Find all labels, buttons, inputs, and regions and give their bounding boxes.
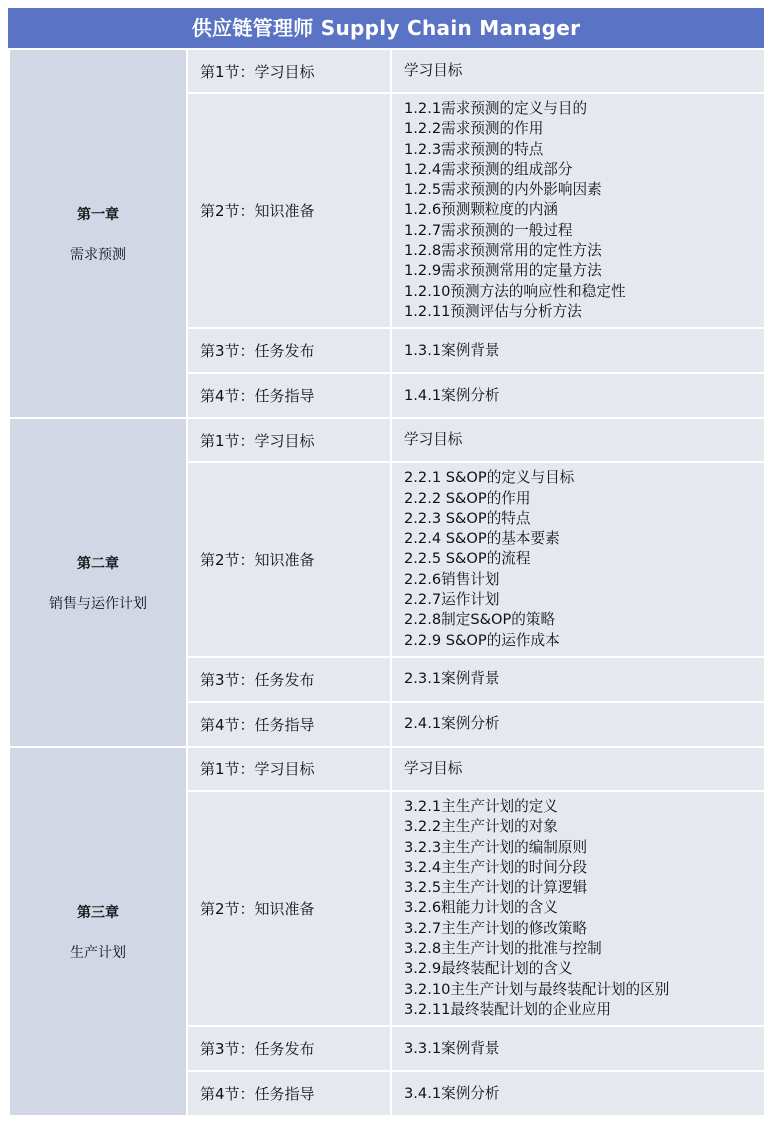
list-item: 1.2.9需求预测常用的定量方法 — [404, 262, 602, 280]
topic-list — [404, 336, 764, 366]
list-item: 1.2.4需求预测的组成部分 — [404, 160, 573, 178]
list-item: 1.2.7需求预测的一般过程 — [404, 221, 573, 239]
list-item: 2.4.1案例分析 — [404, 715, 500, 733]
chapter-number: 第三章 — [77, 904, 119, 921]
list-item: 学习目标 — [404, 61, 463, 79]
list-item: 3.2.9最终装配计划的含义 — [404, 960, 573, 978]
list-item: 1.2.2需求预测的作用 — [404, 120, 544, 138]
list-item: 3.2.11最终装配计划的企业应用 — [404, 1000, 611, 1018]
section-label: 第2节：知识准备 — [187, 462, 391, 657]
section-label: 第4节：任务指导 — [187, 702, 391, 747]
list-item: 3.4.1案例分析 — [404, 1084, 500, 1102]
table-row — [9, 747, 765, 791]
section-label: 第3节：任务发布 — [187, 657, 391, 702]
topic-list — [404, 754, 764, 784]
section-content — [391, 462, 765, 657]
chapter-name: 生产计划 — [70, 944, 126, 961]
chapter-number: 第一章 — [77, 206, 119, 223]
list-item: 3.2.2主生产计划的对象 — [404, 818, 558, 836]
section-label: 第4节：任务指导 — [187, 373, 391, 418]
outline-table — [8, 48, 766, 1117]
topic-list — [404, 1079, 764, 1109]
table-row — [9, 418, 765, 462]
list-item: 1.3.1案例背景 — [404, 341, 500, 359]
list-item: 3.2.1主生产计划的定义 — [404, 797, 558, 815]
section-content — [391, 657, 765, 702]
list-item: 2.2.2 S&OP的作用 — [404, 489, 531, 507]
list-item: 3.2.4主生产计划的时间分段 — [404, 858, 588, 876]
list-item: 2.3.1案例背景 — [404, 670, 500, 688]
list-item: 3.2.8主生产计划的批准与控制 — [404, 940, 602, 958]
list-item: 1.2.3需求预测的特点 — [404, 140, 544, 158]
topic-list — [404, 463, 764, 656]
list-item: 学习目标 — [404, 431, 463, 449]
list-item: 3.2.7主生产计划的修改策略 — [404, 919, 588, 937]
topic-list — [404, 1034, 764, 1064]
section-label: 第3节：任务发布 — [187, 328, 391, 373]
section-label: 第3节：任务发布 — [187, 1026, 391, 1071]
section-content — [391, 93, 765, 328]
section-content — [391, 1026, 765, 1071]
list-item: 1.2.5需求预测的内外影响因素 — [404, 181, 602, 199]
section-content — [391, 747, 765, 791]
list-item: 1.2.6预测颗粒度的内涵 — [404, 201, 558, 219]
topic-list — [404, 56, 764, 86]
section-content — [391, 791, 765, 1026]
topic-list — [404, 792, 764, 1025]
topic-list — [404, 381, 764, 411]
chapter-cell — [9, 49, 187, 418]
chapter-cell — [9, 418, 187, 747]
list-item: 1.2.10预测方法的响应性和稳定性 — [404, 282, 626, 300]
list-item: 2.2.4 S&OP的基本要素 — [404, 530, 560, 548]
section-label: 第4节：任务指导 — [187, 1071, 391, 1116]
chapter-name: 需求预测 — [70, 246, 126, 263]
section-content — [391, 328, 765, 373]
list-item: 2.2.6销售计划 — [404, 570, 500, 588]
section-label: 第1节：学习目标 — [187, 747, 391, 791]
list-item: 3.3.1案例背景 — [404, 1039, 500, 1057]
page-title: 供应链管理师 Supply Chain Manager — [8, 8, 764, 48]
section-content — [391, 702, 765, 747]
chapter-cell — [9, 747, 187, 1116]
list-item: 2.2.7运作计划 — [404, 591, 500, 609]
list-item: 2.2.1 S&OP的定义与目标 — [404, 469, 575, 487]
section-content — [391, 373, 765, 418]
topic-list — [404, 94, 764, 327]
topic-list — [404, 664, 764, 694]
list-item: 3.2.10主生产计划与最终装配计划的区别 — [404, 980, 670, 998]
list-item: 2.2.9 S&OP的运作成本 — [404, 631, 560, 649]
section-content — [391, 1071, 765, 1116]
list-item: 1.2.1需求预测的定义与目的 — [404, 100, 588, 117]
list-item: 3.2.6粗能力计划的含义 — [404, 899, 558, 917]
chapter-name: 销售与运作计划 — [49, 595, 147, 612]
list-item: 1.2.11预测评估与分析方法 — [404, 302, 582, 320]
list-item: 学习目标 — [404, 759, 463, 777]
list-item: 2.2.3 S&OP的特点 — [404, 509, 531, 527]
section-content — [391, 418, 765, 462]
list-item: 2.2.8制定S&OP的策略 — [404, 611, 556, 629]
list-item: 3.2.5主生产计划的计算逻辑 — [404, 879, 588, 897]
list-item: 1.2.8需求预测常用的定性方法 — [404, 242, 602, 260]
topic-list — [404, 425, 764, 455]
chapter-number: 第二章 — [77, 555, 119, 572]
list-item: 1.4.1案例分析 — [404, 386, 500, 404]
course-outline — [8, 8, 764, 1117]
section-label: 第2节：知识准备 — [187, 791, 391, 1026]
list-item: 2.2.5 S&OP的流程 — [404, 550, 531, 568]
table-row — [9, 49, 765, 93]
topic-list — [404, 709, 764, 739]
list-item: 3.2.3主生产计划的编制原则 — [404, 838, 588, 856]
section-label: 第1节：学习目标 — [187, 49, 391, 93]
section-label: 第1节：学习目标 — [187, 418, 391, 462]
section-content — [391, 49, 765, 93]
section-label: 第2节：知识准备 — [187, 93, 391, 328]
